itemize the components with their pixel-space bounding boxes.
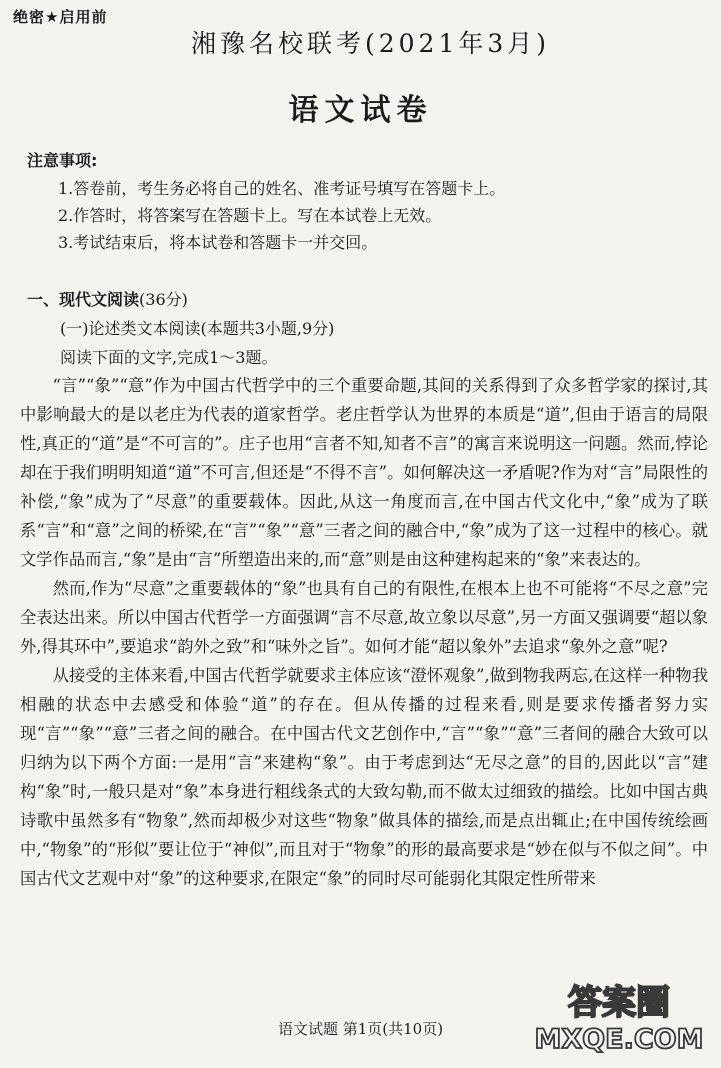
section-heading bbox=[27, 287, 188, 310]
page-footer: 语文试题 第1页(共10页) bbox=[277, 1020, 444, 1038]
subject-title: 语文试卷 bbox=[288, 93, 433, 128]
confidential-label: 绝密★启用前 bbox=[13, 8, 108, 26]
note-item: 2.作答时，将答案写在答题卡上。写在本试卷上无效。 bbox=[58, 206, 442, 225]
passage-paragraph: 然而,作为“尽意”之重要载体的“象”也具有自己的有限性,在根本上也不可能将“不尽之意”完全表达出来。所以中国古代哲学一方面强调“言不尽意,故立象以尽意”,另一方面又强调要“超以象外,得其环中”,要追求“韵外之致”和“味外之旨”。如何才能“超以象外”去追求“象外之意”呢? bbox=[20, 579, 708, 656]
section-title: 一、现代文阅读 bbox=[27, 290, 140, 309]
notes-heading: 注意事项: bbox=[27, 151, 98, 170]
note-item: 3.考试结束后，将本试卷和答题卡一并交回。 bbox=[58, 233, 378, 252]
passage-paragraph: “言”“象”“意”作为中国古代哲学中的三个重要命题,其间的关系得到了众多哲学家的探讨,其中影响最大的是以老庄为代表的道家哲学。老庄哲学认为世界的本质是“道”,但由于语言的局限性,真正的“道”是“不可言的”。庄子也用“言者不知,知者不言”的寓言来说明这一问题。然而,悖论却在于我们明明知道“道”不可言,但还是“不得不言”。如何解决这一矛盾呢?作为对“言”局限性的补偿,“象”成为了“尽意”的重要载体。因此,从这一角度而言,在中国古代文化中,“象”成为了联系“言”和“意”之间的桥梁,在“言”“象”“意”三者之间的融合中,“象”成为了这一过程中的核心。就文学作品而言,“象”是由“言”所塑造出来的,而“意”则是由这种建构起来的“象”来表达的。 bbox=[20, 376, 708, 569]
subsection-heading: (一)论述类文本阅读(本题共3小题,9分) bbox=[60, 319, 335, 338]
passage bbox=[20, 371, 708, 893]
exam-title: 湘豫名校联考(2021年3月) bbox=[190, 29, 551, 58]
section-score: (36分) bbox=[139, 290, 188, 309]
watermark-logo bbox=[527, 976, 707, 1054]
note-item: 1.答卷前，考生务必将自己的姓名、准考证号填写在答题卡上。 bbox=[58, 179, 506, 198]
notes-list bbox=[58, 175, 505, 256]
watermark-line1: 答案圈 bbox=[568, 983, 670, 1023]
watermark-line2: MXQE.COM bbox=[534, 1024, 704, 1054]
reading-instruction: 阅读下面的文字,完成1～3题。 bbox=[60, 348, 278, 367]
passage-paragraph: 从接受的主体来看,中国古代哲学就要求主体应该“澄怀观象”,做到物我两忘,在这样一种物我相融的状态中去感受和体验“道”的存在。但从传播的过程来看,则是要求传播者努力实现“言”“象”“意”三者之间的融合。在中国古代文艺创作中,“言”“象”“意”三者间的融合大致可以归纳为以下两个方面:一是用“言”来建构“象”。由于考虑到达“无尽之意”的目的,因此以“言”建构“象”时,一般只是对“象”本身进行粗线条式的大致勾勒,而不做太过细致的描绘。比如中国古典诗歌中虽然多有“物象”,然而却极少对这些“物象”做具体的描绘,而是点出辄止;在中国传统绘画中,“物象”的“形似”要让位于“神似”,而且对于“物象”的形的最高要求是“妙在似与不似之间”。中国古代文艺观中对“象”的这种要求,在限定“象”的同时尽可能弱化其限定性所带来 bbox=[20, 666, 708, 888]
